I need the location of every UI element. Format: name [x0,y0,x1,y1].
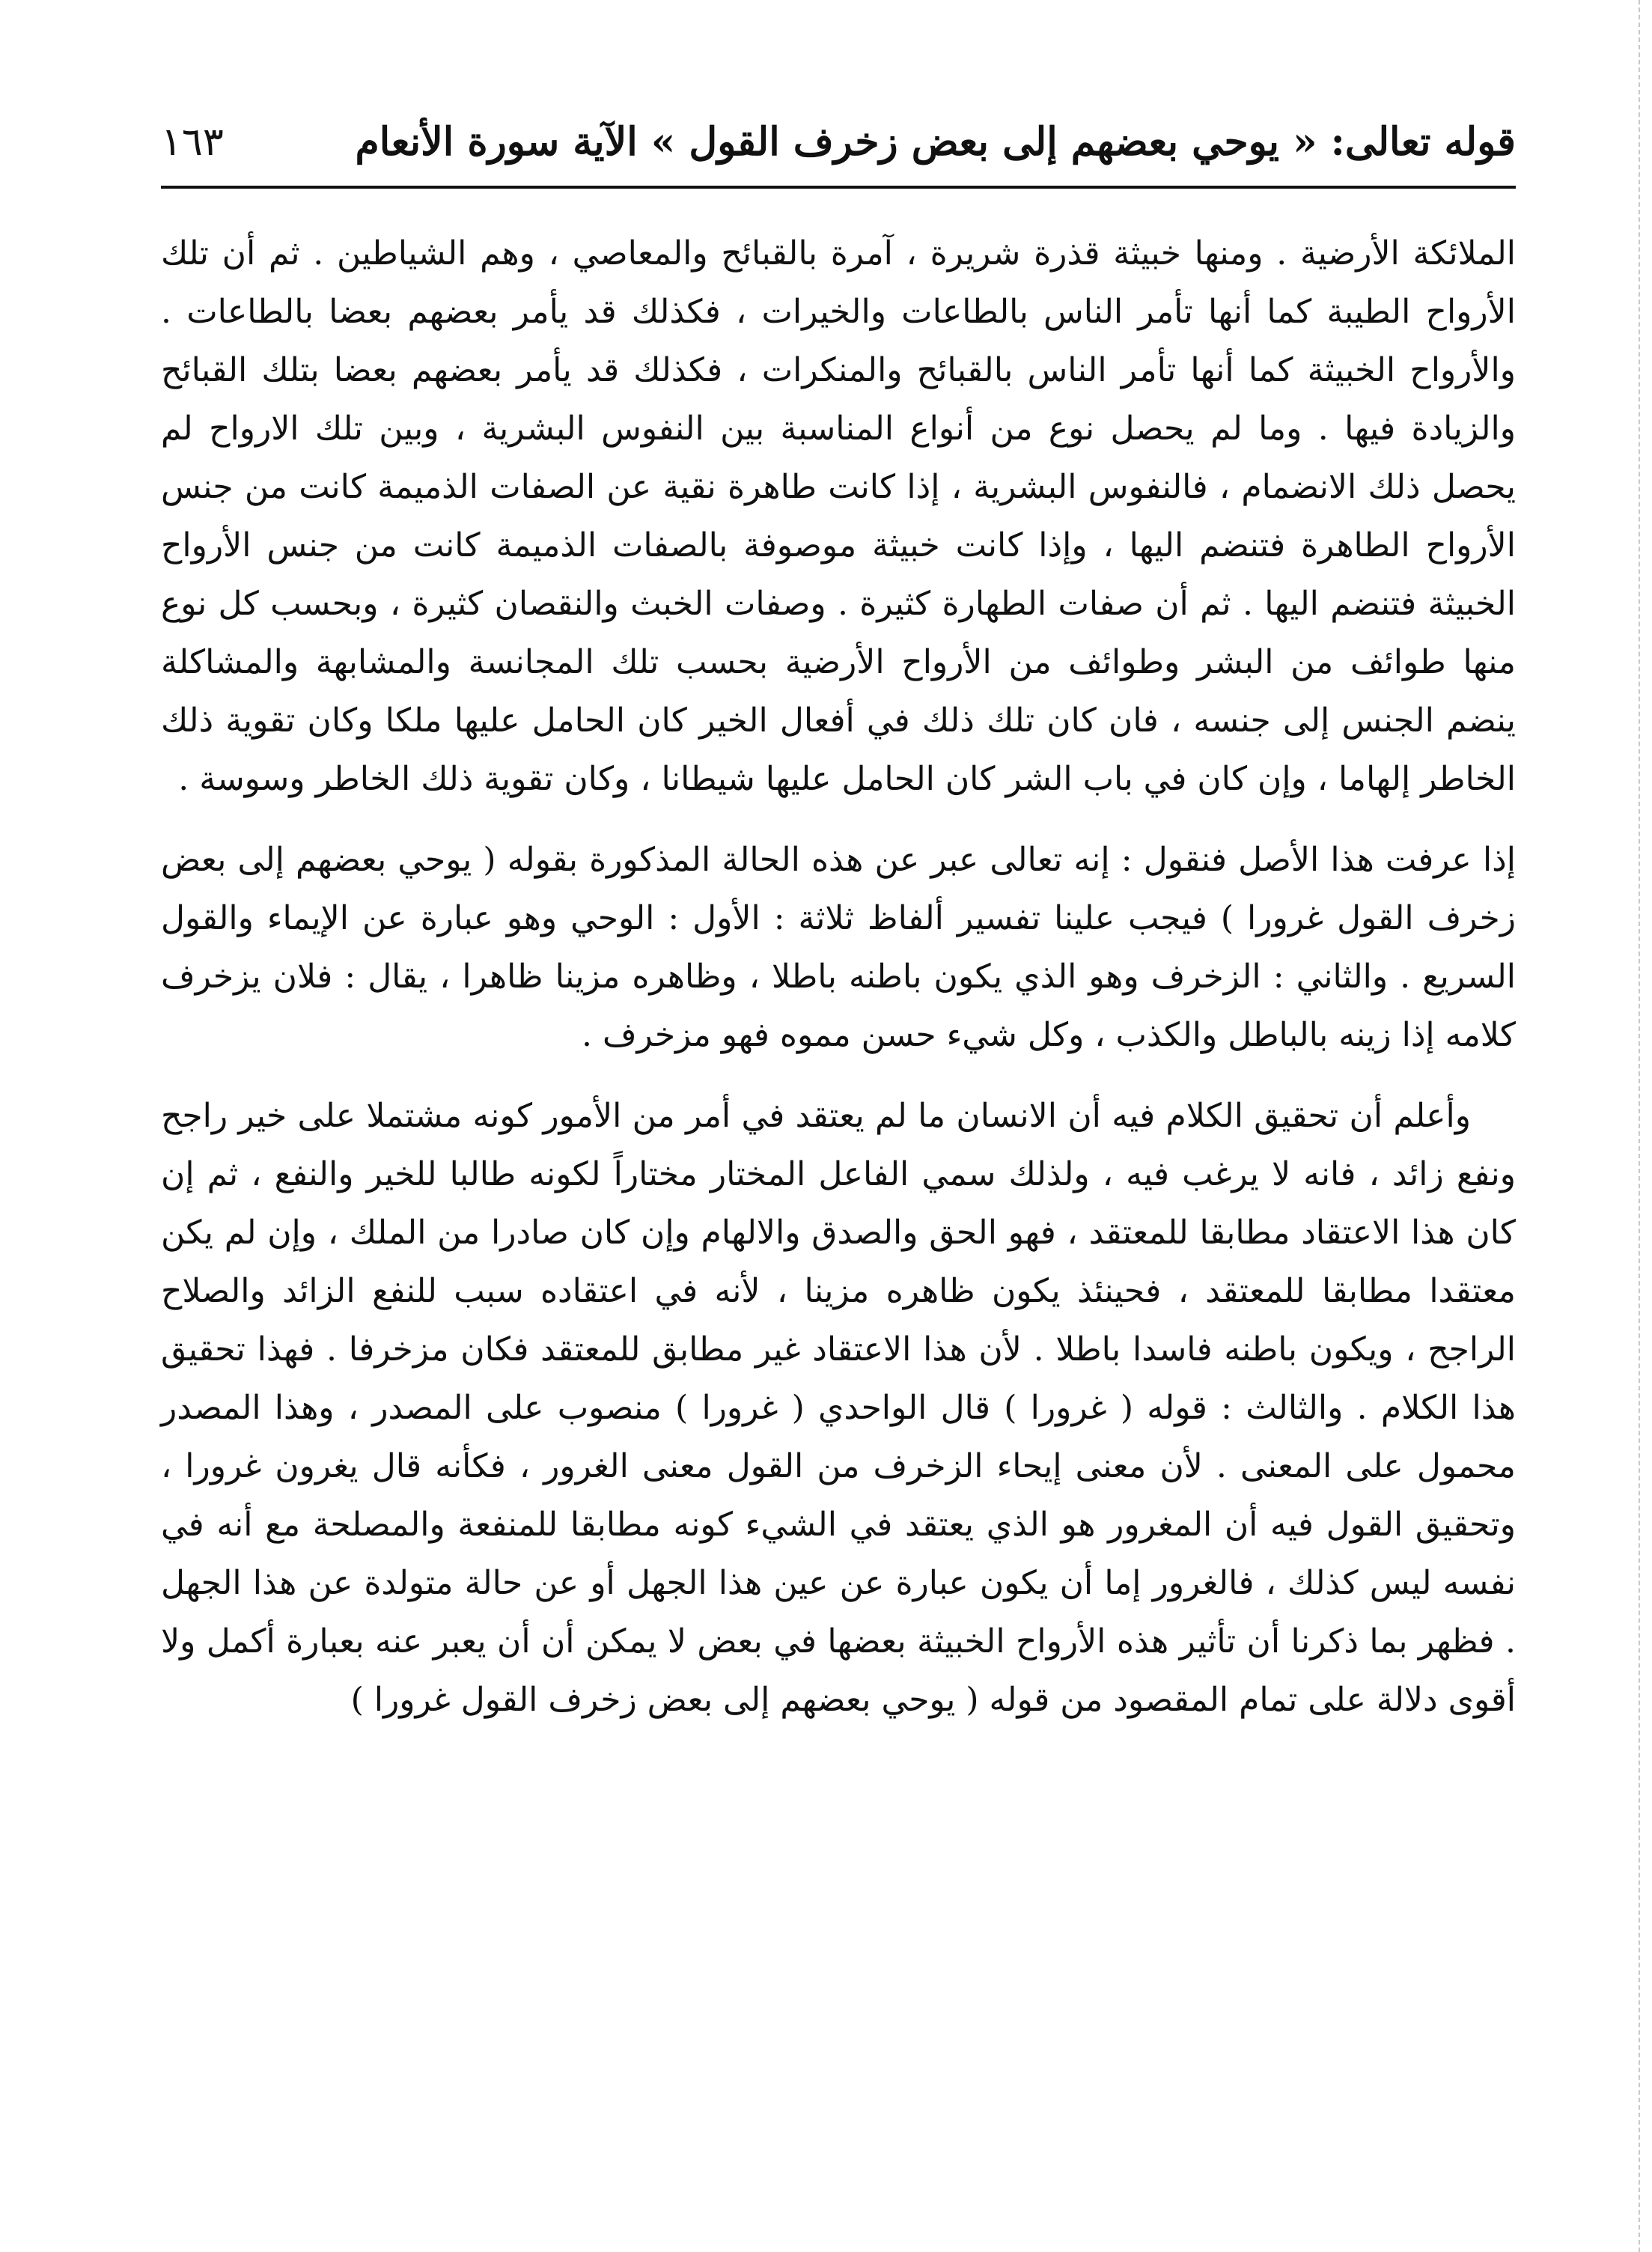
page-header [161,112,1516,180]
paragraph-1: الملائكة الأرضية . ومنها خبيثة قذرة شريرة ، آمرة بالقبائح والمعاصي ، وهم الشياطين . ثم أن تلك الأرواح الطيبة كما أنها تأمر الناس بالطاعات والخيرات ، فكذلك قد يأمر بعضهم بعضا بالطاعات . والأرواح الخبيثة كما أنها تأمر الناس بالقبائح والمنكرات ، فكذلك قد يأمر بعضهم بعضا بتلك القبائح والزيادة فيها . وما لم يحصل نوع من أنواع المناسبة بين النفوس البشرية ، وبين تلك الارواح لم يحصل ذلك الانضمام ، فالنفوس البشرية ، إذا كانت طاهرة نقية عن الصفات الذميمة كانت من جنس الأرواح الطاهرة فتنضم اليها ، وإذا كانت خبيثة موصوفة بالصفات الذميمة كانت من جنس الأرواح الخبيثة فتنضم اليها . ثم أن صفات الطهارة كثيرة . وصفات الخبث والنقصان كثيرة ، وبحسب كل نوع منها طوائف من البشر وطوائف من الأرواح الأرضية بحسب تلك المجانسة والمشابهة والمشاكلة ينضم الجنس إلى جنسه ، فان كان تلك ذلك في أفعال الخير كان الحامل عليها ملكا وكان تقوية ذلك الخاطر إلهاما ، وإن كان في باب الشر كان الحامل عليها شيطانا ، وكان تقوية ذلك الخاطر وسوسة . [161,234,1516,798]
paragraph-2: إذا عرفت هذا الأصل فنقول : إنه تعالى عبر عن هذه الحالة المذكورة بقوله ( يوحي بعضهم إلى بعض زخرف القول غرورا ) فيجب علينا تفسير ألفاظ ثلاثة : الأول : الوحي وهو عبارة عن الإيماء والقول السريع . والثاني : الزخرف وهو الذي يكون باطنه باطلا ، وظاهره مزينا ظاهرا ، يقال : فلان يزخرف كلامه إذا زينه بالباطل والكذب ، وكل شيء حسن مموه فهو مزخرف . [161,841,1516,1054]
paragraph-3: وأعلم أن تحقيق الكلام فيه أن الانسان ما لم يعتقد في أمر من الأمور كونه مشتملا على خير راجح ونفع زائد ، فانه لا يرغب فيه ، ولذلك سمي الفاعل المختار مختاراً لكونه طالبا للخير والنفع ، ثم إن كان هذا الاعتقاد مطابقا للمعتقد ، فهو الحق والصدق والالهام وإن كان صادرا من الملك ، وإن لم يكن معتقدا مطابقا للمعتقد ، فحينئذ يكون ظاهره مزينا ، لأنه في اعتقاده سبب للنفع الزائد والصلاح الراجح ، ويكون باطنه فاسدا باطلا . لأن هذا الاعتقاد غير مطابق للمعتقد فكان مزخرفا . فهذا تحقيق هذا الكلام . والثالث : قوله ( غرورا ) قال الواحدي ( غرورا ) منصوب على المصدر ، وهذا المصدر محمول على المعنى . لأن معنى إيحاء الزخرف من القول معنى الغرور ، فكأنه قال يغرون غرورا ، وتحقيق القول فيه أن المغرور هو الذي يعتقد في الشيء كونه مطابقا للمنفعة والمصلحة مع أنه في نفسه ليس كذلك ، فالغرور إما أن يكون عبارة عن عين هذا الجهل أو عن حالة متولدة عن هذا الجهل . فظهر بما ذكرنا أن تأثير هذه الأرواح الخبيثة بعضها في بعض لا يمكن أن أن يعبر عنه بعبارة أكمل ولا أقوى دلالة على تمام المقصود من قوله ( يوحي بعضهم إلى بعض زخرف القول غرورا ) [161,1097,1516,1719]
running-title: قوله تعالى: « يوحي بعضهم إلى بعض زخرف القول » الآية سورة الأنعام [355,119,1516,165]
page-body [161,225,1516,1752]
header-divider [161,186,1516,189]
page-number: ١٦٣ [161,120,224,165]
page-edge-dashed-line [1639,0,1640,2252]
